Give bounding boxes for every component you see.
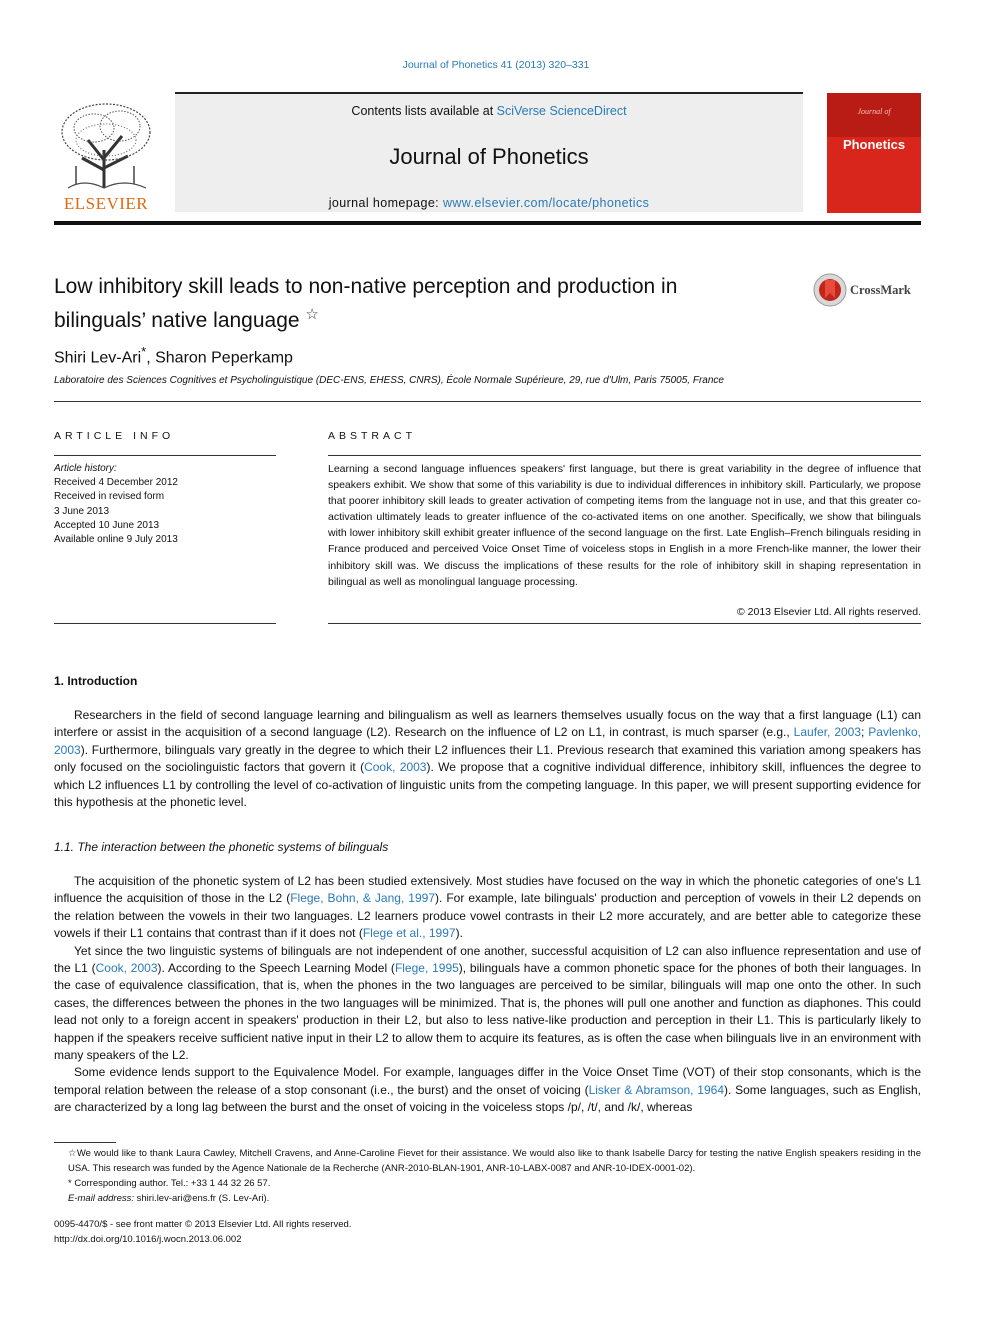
journal-cover-thumbnail[interactable] [827, 93, 921, 213]
history-label: Article history: [54, 463, 117, 474]
doi-link[interactable]: http://dx.doi.org/10.1016/j.wocn.2013.06.002 [54, 1234, 242, 1245]
elsevier-wordmark: ELSEVIER [63, 194, 149, 213]
article-info-heading: ARTICLE INFO [54, 430, 175, 442]
paragraph [54, 873, 921, 943]
title-footnote-marker[interactable]: ☆ [305, 306, 319, 323]
abstract-text: Learning a second language influences speakers' first language, but there is great variability in the degree of influence that speakers exhibit. We show that some of this variability is due to individual differences in inhibitory skill. Particularly, we propose that poorer inhibitory skill leads to greater activation of competing items from the language not in use, and that this greater co-activation ultimately leads to greater influence of the co-activated items on one another. Specifically, we show that bilinguals with lower inhibitory skill exhibit greater influence of the second language on the first. Late English–French bilinguals residing in France produced and perceived Voice Onset Time of voiceless stops in English in a more French-like manner, the lower their inhibitory skill was. We discuss the implications of these results for the role of inhibitory skill in shaping representation in bilingual as well as monolingual language processing. [328, 463, 921, 588]
crossmark-badge[interactable] [812, 272, 922, 308]
history-item: 3 June 2013 [54, 505, 110, 517]
citation-link[interactable]: Lisker & Abramson, 1964 [588, 1082, 724, 1097]
section-rule [54, 401, 921, 402]
abstract-copyright: © 2013 Elsevier Ltd. All rights reserved. [737, 606, 921, 618]
footnote-rule [54, 1142, 116, 1143]
citation-link[interactable]: Flege, 1995 [394, 961, 459, 976]
contents-line [175, 104, 803, 118]
author-footnote-marker[interactable]: * [141, 344, 147, 359]
introduction-body [54, 707, 921, 811]
journal-name: Journal of Phonetics [389, 144, 589, 169]
text-run: ). According to the Speech Learning Model ( [157, 961, 395, 976]
article-info-rule [54, 623, 276, 624]
article-title [54, 273, 774, 335]
footnote-marker: * [68, 1178, 72, 1189]
abstract-rule [328, 623, 921, 624]
text-run: Yet since the two linguistic systems of bilinguals are not independent of one another, successful acquisition of L2 can also influence representation and use of the L1 ( [54, 943, 921, 976]
issn-line: 0095-4470/$ - see front matter © 2013 Elsevier Ltd. All rights reserved. [54, 1219, 352, 1230]
subsection-body [54, 873, 921, 1117]
footnotes [54, 1146, 921, 1206]
paragraph [54, 707, 921, 811]
crossmark-label: CrossMark [850, 283, 911, 297]
article-history [54, 462, 276, 547]
text-run: ; [861, 725, 869, 740]
text-run: Some evidence lends support to the Equivalence Model. For example, languages differ in the Voice Onset Time (VOT) of their stop consonants, which is the temporal relation between the release of a stop consonant (i.e., the burst) and the onset of voicing ( [54, 1065, 921, 1097]
header-rule [54, 221, 921, 225]
author-separator: , [146, 349, 156, 367]
text-run: ). We propose that a cognitive individual difference, inhibitory skill, influences the degree to which L2 influences L1 by controlling the level of co-activation of linguistic units from the competing language. In this paper, we will present supporting evidence for this hypothesis at the phonetic level. [54, 760, 921, 810]
article-info-rule [54, 455, 276, 456]
footnote-email [54, 1191, 921, 1206]
text-run: ). [455, 926, 463, 941]
subsection-heading: 1.1. The interaction between the phonetic systems of bilinguals [54, 840, 389, 854]
citation-link[interactable]: Flege, Bohn, & Jang, 1997 [290, 891, 435, 906]
history-item: Received in revised form [54, 491, 165, 503]
citation-link[interactable]: Cook, 2003 [364, 760, 427, 775]
citation-link[interactable]: Laufer, 2003 [793, 725, 862, 740]
article-title-text: Low inhibitory skill leads to non-native perception and production in bilinguals’ native language [54, 275, 678, 332]
affiliation: Laboratoire des Sciences Cognitives et Psycholinguistique (DEC-ENS, EHESS, CNRS), École Normale Supérieure, 29, rue d'Ulm, Paris 75005, France [54, 375, 724, 386]
homepage-line [175, 196, 803, 210]
author-list [54, 344, 293, 367]
crossmark-icon [812, 272, 848, 308]
text-run: ), bilinguals have a common phonetic space for the phones of both their languages. In the case of equivalence classification, that is, when the phones in the two languages are perceived to be similar, bilinguals will map one onto the other. In such cases, the differences between the phones in the two languages will be minimized. That is, the phones will pull one another and function as diaphones. This could lead not only to a foreign accent in speakers' production in their L2, but also to less native-like production and perception in their L1. This is particularly likely to happen if the speakers receive sufficient native input in their L2 to allow them to acquire its features, as is often the case when bilinguals live in an environment with many speakers of the L2. [54, 961, 922, 1063]
journal-homepage-link[interactable]: www.elsevier.com/locate/phonetics [442, 196, 650, 210]
abstract-heading: ABSTRACT [328, 430, 417, 442]
sciencedirect-link[interactable]: SciVerse ScienceDirect [496, 104, 627, 118]
footnote-text: We would like to thank Laura Cawley, Mitchell Cravens, and Anne-Caroline Fievet for their assistance. We would also like to thank Isabelle Darcy for testing the native English speakers residing in the USA. This research was funded by the Agence Nationale de la Recherche (ANR-2010-BLAN-1901, ANR-10-LABX-0087 and ANR-10-IDEX-0001-02). [68, 1148, 921, 1174]
citation-link[interactable]: Flege et al., 1997 [362, 926, 456, 941]
footnote-marker: ☆ [68, 1148, 77, 1159]
homepage-prefix: journal homepage: [328, 196, 443, 210]
footnote-corresponding-author [54, 1176, 921, 1191]
abstract-rule [328, 455, 921, 456]
footnote-text: Corresponding author. Tel.: +33 1 44 32 26 57. [74, 1178, 271, 1189]
history-item: Available online 9 July 2013 [54, 534, 178, 546]
citation-link[interactable]: Pavlenko, 2003 [54, 725, 921, 757]
paragraph [54, 943, 921, 1065]
citation-link[interactable]: Cook, 2003 [95, 961, 158, 976]
cover-title: Phonetics [842, 137, 906, 152]
section-heading: 1. Introduction [54, 674, 138, 688]
footnote-acknowledgement [54, 1146, 921, 1176]
text-run: ). Some languages, such as English, are characterized by a long lag between the burst and the onset of voicing in the voiceless stops /p/, /t/, and /k/, whereas [54, 1082, 922, 1115]
text-run: ). Furthermore, bilinguals vary greatly in the degree to which their L2 influences their L1. Previous research that examined this variation among speakers has only focused on the sociolinguistic factors that govern it ( [54, 742, 921, 775]
author-name: Shiri Lev-Ari [54, 349, 142, 367]
history-item: Accepted 10 June 2013 [54, 519, 160, 531]
author-name: Sharon Peperkamp [155, 349, 293, 367]
text-run: ). For example, late bilinguals' production and perception of vowels in their L2 depends on the relation between the vowels in their two languages. L2 learners produce vowel contrasts in their L2 more accurately, and are better able to categorize these vowels if their L1 contains that contrast than if it does not ( [54, 891, 921, 941]
cover-small-text: Journal of [857, 107, 891, 116]
text-run: Researchers in the field of second language learning and bilingualism as well as learners themselves usually focus on the way that a first language (L1) can interfere or assist in the acquisition of a second language (L2). Research on the influence of L2 on L1, in contrast, is much sparser (e.g., [54, 708, 921, 740]
journal-citation[interactable]: Journal of Phonetics 41 (2013) 320–331 [402, 59, 590, 71]
email-label: E-mail address: [68, 1193, 134, 1204]
email-address[interactable]: shiri.lev-ari@ens.fr (S. Lev-Ari). [136, 1193, 270, 1204]
paragraph [54, 1064, 921, 1116]
text-run: The acquisition of the phonetic system of L2 has been studied extensively. Most studies have focused on the way in which the phonetic categories of one's L1 influence the acquisition of those in the L2 ( [54, 874, 921, 906]
history-item: Received 4 December 2012 [54, 477, 178, 489]
contents-prefix: Contents lists available at [351, 104, 497, 118]
front-matter-info [54, 1217, 351, 1247]
journal-masthead [175, 92, 803, 212]
